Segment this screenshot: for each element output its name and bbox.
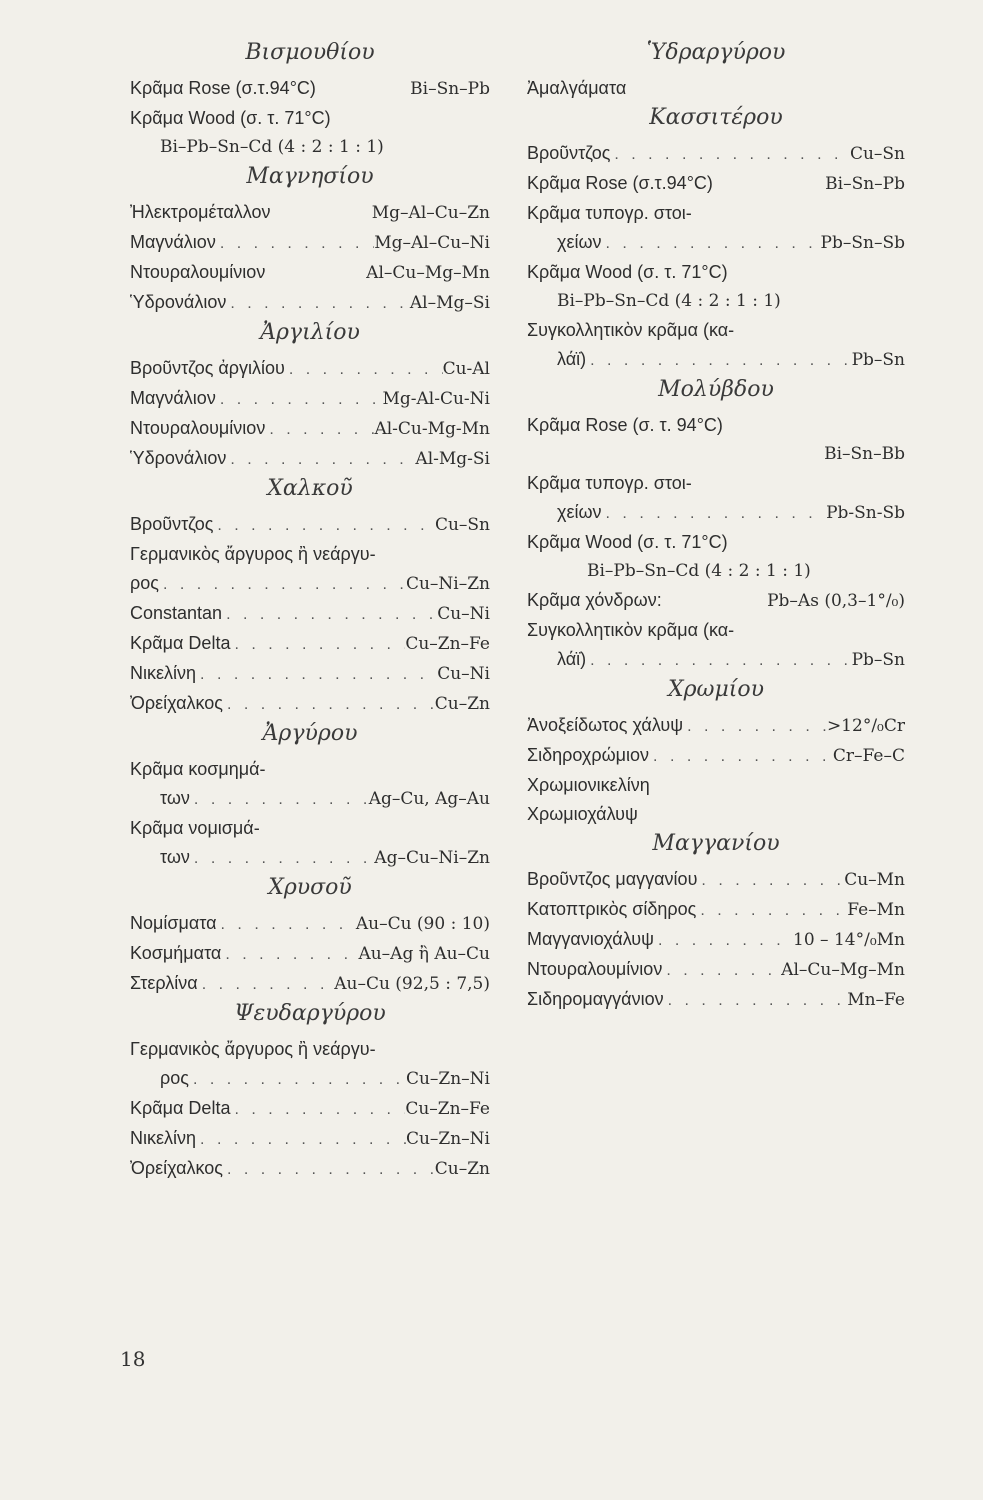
alloy-name: Νικελίνη <box>130 1128 197 1148</box>
alloy-name: Ντουραλουμίνιον <box>130 262 266 282</box>
alloy-composition: Cu–Sn <box>849 144 905 164</box>
left-column <box>130 38 490 1184</box>
alloy-entry <box>130 784 490 814</box>
section <box>527 38 905 103</box>
alloy-entry <box>527 228 905 258</box>
alloy-entry <box>527 498 905 528</box>
alloy-entry <box>527 586 905 616</box>
alloy-composition: Cu–Zn <box>434 1159 490 1179</box>
section <box>130 38 490 162</box>
alloy-composition: Au–Cu (92,5 : 7,5) <box>334 974 490 994</box>
alloy-composition: Bi–Sn–Bb <box>824 444 905 464</box>
dot-leader <box>226 445 415 474</box>
alloy-name: Συγκολλητικὸν κρᾶμα (κα- <box>527 320 735 340</box>
alloy-name: Κρᾶμα Rose (σ.τ.94°C) <box>527 173 713 193</box>
alloy-composition: Cu–Ni–Zn <box>405 574 490 594</box>
section-heading: Ὑδραργύρου <box>646 40 786 65</box>
dot-leader <box>602 229 821 258</box>
alloy-entry <box>527 411 905 440</box>
alloy-composition: Cu–Ni <box>437 664 490 684</box>
alloy-composition: Ag–Cu–Ni–Zn <box>374 848 490 868</box>
dot-leader <box>226 289 410 318</box>
alloy-composition: Mn–Fe <box>847 990 905 1010</box>
alloy-entry <box>130 258 490 288</box>
alloy-composition: Al–Mg–Si <box>409 293 490 313</box>
alloy-name: λάϊ) <box>557 649 587 669</box>
alloy-composition: Bi–Pb–Sn–Cd (4 : 2 : 1 : 1) <box>160 137 384 157</box>
dot-leader <box>190 844 374 873</box>
alloy-name: χείων <box>557 502 602 522</box>
dot-leader <box>217 910 356 939</box>
alloy-name: των <box>160 847 190 867</box>
alloy-name: Κρᾶμα Rose (σ. τ. 94°C) <box>527 415 723 435</box>
alloy-entry <box>527 925 905 955</box>
alloy-entry <box>130 104 490 133</box>
alloy-entry <box>527 169 905 199</box>
alloy-entry <box>130 1035 490 1064</box>
alloy-name: Ντουραλουμίνιον <box>527 959 663 979</box>
alloy-composition: Cu–Ni <box>437 604 490 624</box>
section-heading: Μολύβδου <box>658 377 774 402</box>
dot-leader <box>198 970 335 999</box>
dot-leader <box>222 600 437 629</box>
alloy-name: Ντουραλουμίνιον <box>130 418 266 438</box>
alloy-composition: 10 – 14°/₀Mn <box>793 930 905 950</box>
alloy-entry <box>130 689 490 719</box>
alloy-composition: Pb-Sn-Sb <box>826 503 905 523</box>
alloy-entry <box>527 771 905 800</box>
right-column <box>527 38 905 1015</box>
alloy-entry <box>130 569 490 599</box>
dot-leader <box>664 986 848 1015</box>
alloy-composition: Ag–Cu, Ag–Au <box>368 789 490 809</box>
alloy-entry <box>130 510 490 540</box>
alloy-entry <box>130 198 490 228</box>
alloy-entry <box>130 228 490 258</box>
dot-leader <box>265 415 374 444</box>
alloy-name: Βροῦντζος ἀργιλίου <box>130 358 285 378</box>
dot-leader <box>223 690 435 719</box>
alloy-entry <box>527 895 905 925</box>
alloy-name: Ἀνοξείδωτος χάλυψ <box>527 715 684 735</box>
alloy-entry <box>130 814 490 843</box>
alloy-composition: Al-Cu-Mg-Mn <box>374 419 490 439</box>
alloy-composition: Cu-Al <box>442 359 490 379</box>
alloy-composition: Fe–Mn <box>847 900 905 920</box>
alloy-entry <box>130 599 490 629</box>
alloy-entry <box>527 557 905 586</box>
dot-leader <box>586 346 851 375</box>
alloy-composition: Cu–Zn–Ni <box>405 1069 490 1089</box>
alloy-entry <box>130 74 490 104</box>
alloy-composition: Cu–Mn <box>844 870 905 890</box>
dot-leader <box>683 712 827 741</box>
alloy-name: Κοσμήματα <box>130 943 222 963</box>
dot-leader <box>285 355 443 384</box>
alloy-entry <box>527 139 905 169</box>
dot-leader <box>196 660 437 689</box>
alloy-entry <box>130 1154 490 1184</box>
alloy-composition: Pb–Sn <box>851 650 905 670</box>
section-heading: Βισμουθίου <box>245 40 375 65</box>
alloy-entry <box>130 1064 490 1094</box>
alloy-entry <box>130 540 490 569</box>
alloy-composition: Al–Cu–Mg–Mn <box>366 263 490 283</box>
dot-leader <box>586 646 851 675</box>
alloy-name: Νικελίνη <box>130 663 197 683</box>
alloy-name: Κρᾶμα Delta <box>130 633 231 653</box>
alloy-entry <box>527 985 905 1015</box>
alloy-name: Γερμανικὸς ἄργυρος ἢ νεάργυ- <box>130 544 376 564</box>
alloy-entry <box>527 287 905 316</box>
alloy-name: Κρᾶμα νομισμά- <box>130 818 260 838</box>
section-heading: Ἀργιλίου <box>260 320 360 345</box>
alloy-entry <box>130 444 490 474</box>
alloy-name: Κατοπτρικὸς σίδηρος <box>527 899 697 919</box>
alloy-entry <box>527 711 905 741</box>
section <box>527 375 905 675</box>
alloy-entry <box>130 659 490 689</box>
alloy-name: Κρᾶμα χόνδρων: <box>527 590 662 610</box>
dot-leader <box>216 229 374 258</box>
alloy-composition: Au–Cu (90 : 10) <box>355 914 490 934</box>
page-number: 18 <box>120 1347 146 1371</box>
section-heading: Κασσιτέρου <box>649 105 783 130</box>
alloy-composition: Cu–Zn–Ni <box>405 1129 490 1149</box>
dot-leader <box>190 785 369 814</box>
section-heading: Μαγγανίου <box>652 831 780 856</box>
dot-leader <box>696 896 847 925</box>
dot-leader <box>610 140 850 169</box>
alloy-composition: Mg-Al-Cu-Ni <box>382 389 490 409</box>
alloy-entry <box>130 969 490 999</box>
alloy-name: λάϊ) <box>557 349 587 369</box>
alloy-name: Μαγγανιοχάλυψ <box>527 929 654 949</box>
alloy-entry <box>527 616 905 645</box>
alloy-name: Συγκολλητικὸν κρᾶμα (κα- <box>527 620 735 640</box>
alloy-entry <box>130 909 490 939</box>
alloy-composition: Cu–Zn <box>434 694 490 714</box>
alloy-entry <box>130 384 490 414</box>
alloy-composition: Pb–As (0,3–1°/₀) <box>767 591 905 611</box>
alloy-name: των <box>160 788 190 808</box>
alloy-name: Σιδηροχρώμιον <box>527 745 650 765</box>
alloy-name: Χρωμιοχάλυψ <box>527 804 638 824</box>
section-heading: Μαγνησίου <box>246 164 374 189</box>
dot-leader <box>196 1125 406 1154</box>
alloy-entry <box>527 469 905 498</box>
alloy-composition: Cu–Zn–Fe <box>405 634 490 654</box>
alloy-name: Βροῦντζος <box>527 143 611 163</box>
alloy-entry <box>527 345 905 375</box>
alloy-name: Κρᾶμα τυπογρ. στοι- <box>527 473 692 493</box>
alloy-entry <box>527 199 905 228</box>
alloy-composition: Bi–Pb–Sn–Cd (4 : 2 : 1 : 1) <box>587 561 811 581</box>
dot-leader <box>697 866 844 895</box>
section <box>527 675 905 829</box>
section <box>527 829 905 1015</box>
dot-leader <box>221 940 358 969</box>
alloy-name: Ὑδρονάλιον <box>130 292 227 312</box>
alloy-name: Γερμανικὸς ἄργυρος ἢ νεάργυ- <box>130 1039 376 1059</box>
alloy-name: Ὀρείχαλκος <box>130 693 223 713</box>
dot-leader <box>230 630 405 659</box>
alloy-entry <box>130 1124 490 1154</box>
alloy-entry <box>527 955 905 985</box>
alloy-entry <box>130 939 490 969</box>
section <box>130 162 490 318</box>
section <box>130 999 490 1184</box>
alloy-name: Constantan <box>130 603 223 623</box>
alloy-composition: Mg–Al–Cu–Zn <box>371 203 490 223</box>
alloy-entry <box>130 1094 490 1124</box>
alloy-name: Κρᾶμα Wood (σ. τ. 71°C) <box>527 262 728 282</box>
alloy-composition: Pb–Sn <box>851 350 905 370</box>
alloy-name: Σιδηρομαγγάνιον <box>527 989 664 1009</box>
alloy-entry <box>130 288 490 318</box>
dot-leader <box>223 1155 435 1184</box>
dot-leader <box>159 570 406 599</box>
alloy-name: Ἀμαλγάματα <box>527 78 627 98</box>
section <box>130 318 490 474</box>
alloy-name: Ὀρείχαλκος <box>130 1158 223 1178</box>
alloy-entry <box>527 316 905 345</box>
alloy-entry <box>130 629 490 659</box>
alloy-entry <box>130 133 490 162</box>
alloy-composition: Mg–Al–Cu–Ni <box>374 233 490 253</box>
section-heading: Ψευδαργύρου <box>234 1001 386 1026</box>
dot-leader <box>602 499 827 528</box>
dot-leader <box>649 742 833 771</box>
section <box>130 719 490 873</box>
dot-leader <box>230 1095 405 1124</box>
alloy-entry <box>130 755 490 784</box>
alloy-composition: Au–Ag ἢ Au–Cu <box>358 944 490 964</box>
dot-leader <box>213 511 435 540</box>
alloy-name: Κρᾶμα Delta <box>130 1098 231 1118</box>
alloy-entry <box>527 528 905 557</box>
alloy-entry <box>527 74 905 103</box>
section <box>527 103 905 375</box>
dot-leader <box>662 956 781 985</box>
alloy-name: Κρᾶμα Wood (σ. τ. 71°C) <box>527 532 728 552</box>
alloy-entry <box>527 741 905 771</box>
alloy-name: Κρᾶμα Rose (σ.τ.94°C) <box>130 78 316 98</box>
alloy-name: Ἠλεκτρομέταλλον <box>130 202 271 222</box>
alloy-entry <box>130 843 490 873</box>
alloy-name: Βροῦντζος <box>130 514 214 534</box>
alloy-entry <box>527 645 905 675</box>
alloy-name: Νομίσματα <box>130 913 217 933</box>
alloy-entry <box>527 258 905 287</box>
section <box>130 873 490 999</box>
alloy-composition: Cr–Fe–C <box>832 746 905 766</box>
alloy-name: Μαγνάλιον <box>130 388 216 408</box>
alloy-composition: Cu–Zn–Fe <box>405 1099 490 1119</box>
alloy-name: ρος <box>130 573 159 593</box>
alloy-composition: Bi–Sn–Pb <box>410 79 490 99</box>
alloy-name: Κρᾶμα Wood (σ. τ. 71°C) <box>130 108 331 128</box>
alloy-name: Ὑδρονάλιον <box>130 448 227 468</box>
alloy-name: Κρᾶμα τυπογρ. στοι- <box>527 203 692 223</box>
alloy-composition: Cu–Sn <box>434 515 490 535</box>
alloy-name: ρος <box>160 1068 189 1088</box>
dot-leader <box>654 926 793 955</box>
alloy-composition: Pb–Sn–Sb <box>820 233 905 253</box>
alloy-name: χείων <box>557 232 602 252</box>
section-heading: Χρωμίου <box>667 677 765 702</box>
dot-leader <box>216 385 383 414</box>
alloy-composition: Al–Cu–Mg–Mn <box>781 960 905 980</box>
alloy-composition: >12°/₀Cr <box>826 716 905 736</box>
alloy-composition: Bi–Sn–Pb <box>825 174 905 194</box>
alloy-name: Μαγνάλιον <box>130 232 216 252</box>
section-heading: Χρυσοῦ <box>268 875 352 900</box>
alloy-entry <box>527 865 905 895</box>
alloy-entry <box>130 354 490 384</box>
alloy-entry <box>130 414 490 444</box>
section-heading: Χαλκοῦ <box>267 476 353 501</box>
alloy-composition: Al-Mg-Si <box>415 449 490 469</box>
dot-leader <box>189 1065 406 1094</box>
alloy-entry <box>527 440 905 469</box>
alloy-name: Στερλίνα <box>130 973 198 993</box>
section-heading: Ἀργύρου <box>262 721 358 746</box>
alloy-name: Βροῦντζος μαγγανίου <box>527 869 698 889</box>
alloy-entry <box>527 800 905 829</box>
alloy-composition: Bi–Pb–Sn–Cd (4 : 2 : 1 : 1) <box>557 291 781 311</box>
section <box>130 474 490 719</box>
alloy-name: Χρωμιονικελίνη <box>527 775 650 795</box>
alloy-name: Κρᾶμα κοσμημά- <box>130 759 266 779</box>
